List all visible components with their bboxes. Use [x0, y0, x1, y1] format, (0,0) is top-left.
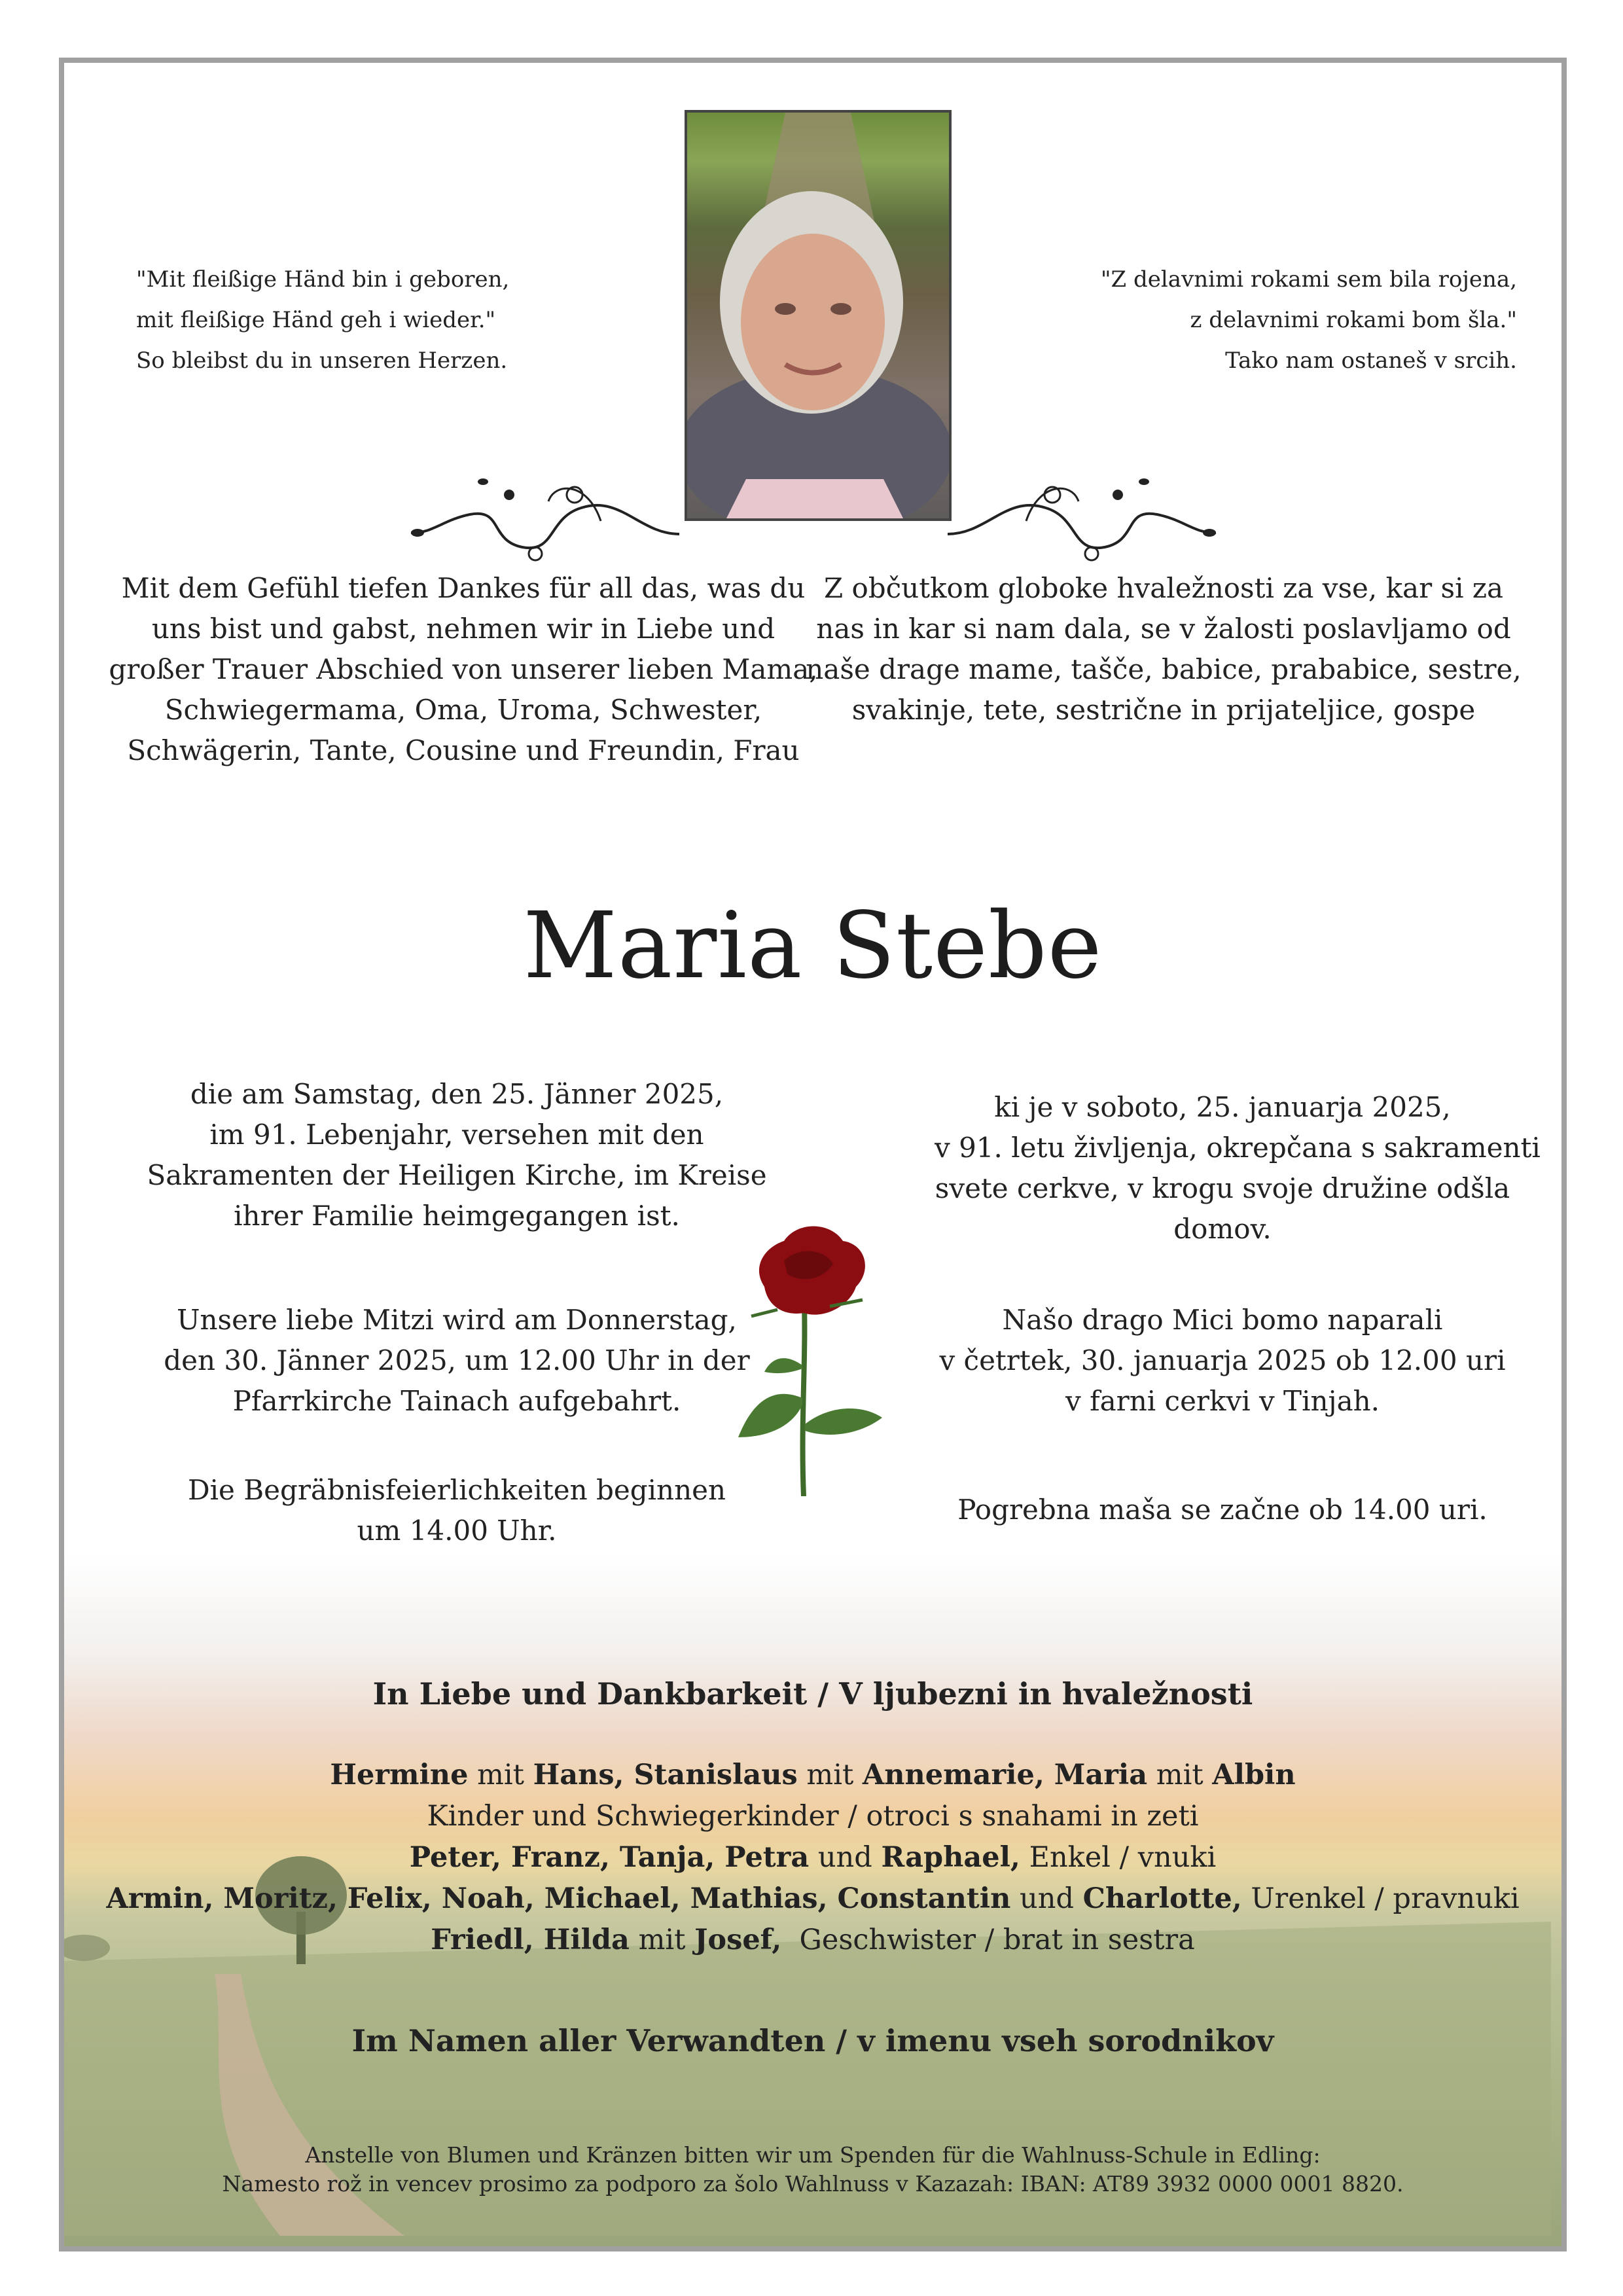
- family-line: Kinder und Schwiegerkinder / otroci s snahami in zeti: [427, 1800, 1199, 1833]
- intro-line: uns bist und gabst, nehmen wir in Liebe und: [151, 613, 776, 645]
- family-name: Annemarie, Maria: [862, 1759, 1148, 1791]
- text-line: Die Begräbnisfeierlichkeiten beginnen: [187, 1474, 726, 1506]
- footer-line: Anstelle von Blumen und Kränzen bitten wir um Spenden für die Wahlnuss-Schule in Edling:: [305, 2142, 1321, 2168]
- quote-line: z delavnimi rokami bom šla.": [1190, 307, 1517, 333]
- family-name: Albin: [1212, 1759, 1296, 1791]
- text-line: v 91. letu življenja, okrepčana s sakramenti: [935, 1132, 1541, 1164]
- family-name: Armin, Moritz, Felix, Noah, Michael, Mathias, Constantin: [106, 1882, 1011, 1915]
- text-line: um 14.00 Uhr.: [357, 1515, 557, 1547]
- family-name: Raphael,: [881, 1841, 1020, 1874]
- text-line: Pfarrkirche Tainach aufgebahrt.: [232, 1385, 681, 1417]
- laying-out-slovenian: [935, 1300, 1510, 1422]
- family-name: Hermine: [330, 1759, 469, 1791]
- intro-german: [103, 568, 823, 771]
- flourish-left-ornament: [404, 456, 679, 573]
- quote-line: So bleibst du in unseren Herzen.: [136, 348, 508, 374]
- intro-line: großer Trauer Abschied von unserer lieben Mama,: [109, 653, 818, 685]
- text-line: Unsere liebe Mitzi wird am Donnerstag,: [177, 1304, 737, 1336]
- family-line: [64, 1837, 1561, 1878]
- connector-word: und: [809, 1841, 882, 1874]
- deceased-name: Maria Stebe: [523, 893, 1103, 999]
- quote-line: "Z delavnimi rokami sem bila rojena,: [1100, 266, 1517, 293]
- connector-word: mit: [629, 1924, 695, 1956]
- quote-german: [136, 259, 542, 381]
- quote-line: "Mit fleißige Händ bin i geboren,: [136, 266, 510, 293]
- intro-line: Schwiegermama, Oma, Uroma, Schwester,: [164, 694, 762, 726]
- text-line: domov.: [1173, 1213, 1272, 1245]
- connector-word: mit: [797, 1759, 863, 1791]
- family-line: [64, 1755, 1561, 1796]
- funeral-time-slovenian: [935, 1490, 1510, 1530]
- text-line: den 30. Jänner 2025, um 12.00 Uhr in der: [164, 1344, 750, 1376]
- relation-label: Geschwister / brat in sestra: [781, 1924, 1195, 1956]
- intro-line: svakinje, tete, sestrične in prijateljice, gospe: [851, 694, 1476, 726]
- text-line: Našo drago Mici bomo naparali: [1002, 1304, 1443, 1336]
- death-notice-slovenian: [935, 1087, 1541, 1249]
- thanks-heading: In Liebe und Dankbarkeit / V ljubezni in hvaležnosti: [372, 1676, 1253, 1712]
- connector-word: mit: [1147, 1759, 1213, 1791]
- text-line: im 91. Lebenjahr, versehen mit den: [209, 1119, 704, 1151]
- text-line: v farni cerkvi v Tinjah.: [1065, 1385, 1380, 1417]
- quote-slovenian: [1046, 259, 1517, 381]
- text-line: die am Samstag, den 25. Jänner 2025,: [190, 1078, 724, 1110]
- family-name: Friedl, Hilda: [431, 1924, 630, 1956]
- text-line: svete cerkve, v krogu svoje družine odšla: [935, 1172, 1510, 1204]
- family-name: Josef,: [694, 1924, 782, 1956]
- intro-line: Schwägerin, Tante, Cousine und Freundin, Frau: [127, 734, 800, 766]
- intro-line: nas in kar si nam dala, se v žalosti poslavljamo od: [816, 613, 1511, 645]
- intro-slovenian: [804, 568, 1524, 730]
- text-line: ihrer Familie heimgegangen ist.: [234, 1200, 680, 1232]
- connector-word: mit: [468, 1759, 533, 1791]
- family-name: Hans, Stanislaus: [533, 1759, 798, 1791]
- funeral-time-german: [130, 1470, 784, 1551]
- relation-label: Urenkel / pravnuki: [1241, 1882, 1520, 1915]
- donation-note: [64, 2141, 1561, 2198]
- quote-line: mit fleißige Händ geh i wieder.": [136, 307, 496, 333]
- intro-line: Z občutkom globoke hvaležnosti za vse, kar si za: [823, 572, 1504, 604]
- flourish-right-ornament: [948, 456, 1222, 573]
- rose-icon: [725, 1208, 902, 1496]
- footer-line: Namesto rož in vencev prosimo za podporo za šolo Wahlnuss v Kazazah: IBAN: AT89 3932 0000 0001 8820.: [222, 2171, 1404, 2197]
- obituary-frame: [59, 58, 1567, 2251]
- family-name: Charlotte,: [1082, 1882, 1242, 1915]
- quote-line: Tako nam ostaneš v srcih.: [1225, 348, 1517, 374]
- text-line: v četrtek, 30. januarja 2025 ob 12.00 uri: [939, 1344, 1506, 1376]
- family-name: Peter, Franz, Tanja, Petra: [409, 1841, 810, 1874]
- text-line: Sakramenten der Heiligen Kirche, im Kreise: [147, 1159, 767, 1191]
- death-notice-german: [130, 1074, 784, 1236]
- relatives-line: Im Namen aller Verwandten / v imenu vseh sorodnikov: [351, 2023, 1274, 2058]
- portrait-illustration: [687, 113, 949, 518]
- family-line: [64, 1878, 1561, 1920]
- family-line: [64, 1920, 1561, 1961]
- text-line: ki je v soboto, 25. januarja 2025,: [994, 1091, 1451, 1123]
- family-list: [64, 1755, 1561, 1961]
- relation-label: Enkel / vnuki: [1020, 1841, 1217, 1874]
- text-line: Pogrebna maša se začne ob 14.00 uri.: [957, 1494, 1488, 1526]
- portrait-photo: [685, 110, 952, 521]
- intro-line: naše drage mame, tašče, babice, prababice, sestre,: [806, 653, 1522, 685]
- connector-word: und: [1010, 1882, 1083, 1915]
- laying-out-german: [130, 1300, 784, 1422]
- intro-line: Mit dem Gefühl tiefen Dankes für all das, was du: [121, 572, 806, 604]
